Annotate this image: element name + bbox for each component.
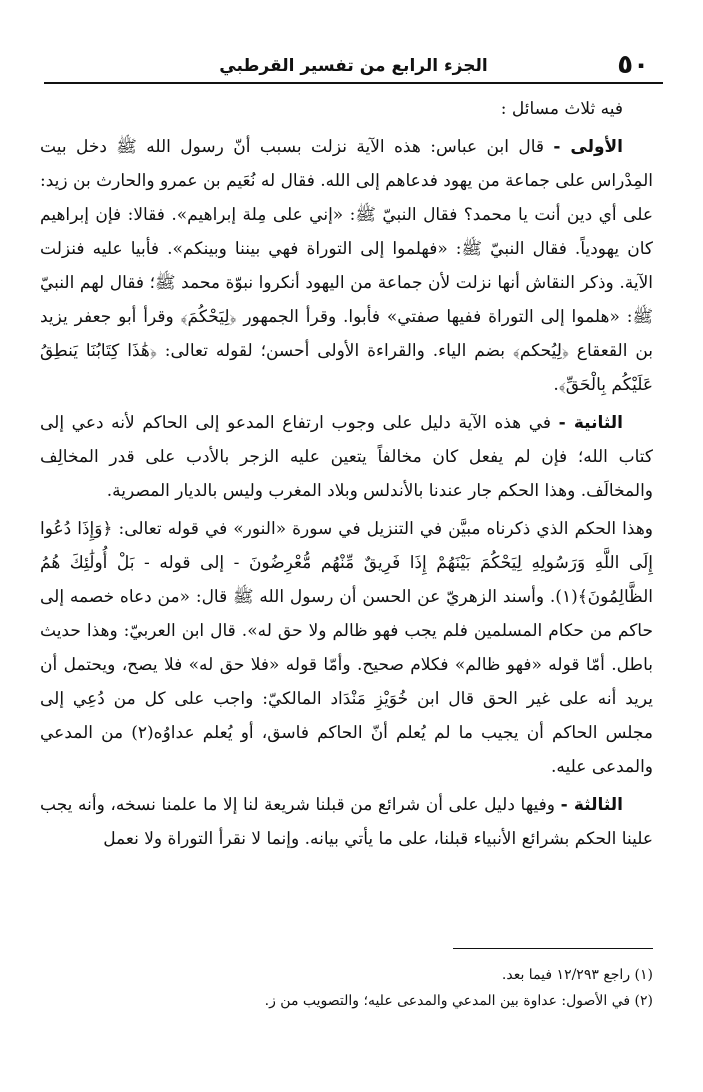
paragraph-second bbox=[40, 406, 653, 508]
main-text bbox=[40, 92, 653, 860]
footnote-divider bbox=[453, 948, 653, 949]
paragraph-first bbox=[40, 130, 653, 402]
paragraph-second-continuation: وهذا الحكم الذي ذكرناه مبيَّن في التنزيل في سورة «النور» في قوله تعالى: ﴿وَإِذَا دُعُوا إِلَى اللَّهِ وَرَسُولِهِ لِيَحْكُمَ بَيْنَهُمْ إِذَا فَرِيقٌ مِّنْهُم مُّعْرِضُونَ - إلى قوله - بَلْ أُولَٰئِكَ هُمُ الظَّالِمُونَ﴾(١). وأسند الزهريّ عن الحسن أن رسول الله ﷺ قال: «من دعاه خصمه إلى حاكم من حكام المسلمين فلم يجب فهو ظالم ولا حق له». قال ابن العربيّ: وهذا حديث باطل. أمّا قوله «فهو ظالم» فكلام صحيح. وأمّا قوله «فلا حق له» فلا يصح، ويحتمل أن يريد أنه على غير الحق قال ابن خُوَيْزِ مَنْدَاد المالكيّ: واجب على كل من دُعِي إلى مجلس الحاكم أن يجيب ما لم يُعلم أنّ الحاكم فاسق، أو يُعلم عداوُه(٢) من المدعي والمدعى عليه. bbox=[40, 519, 653, 777]
issue-label-third: الثالثة - bbox=[560, 795, 624, 815]
paragraph-second-text: في هذه الآية دليل على وجوب ارتفاع المدعو إلى الحاكم لأنه دعي إلى كتاب الله؛ فإن لم يفعل كان مخالفاً يتعين عليه الزجر بالأدب على قدر المخالِف والمخالَف. وهذا الحكم جار عندنا بالأندلس وبلاد المغرب وليس بالديار المصرية. bbox=[40, 413, 653, 501]
footnote-2: (٢) في الأصول: عداوة بين المدعي والمدعى عليه؛ والتصويب من ز. bbox=[264, 993, 653, 1009]
issue-label-first: الأولى - bbox=[553, 137, 624, 157]
paragraph-third bbox=[40, 788, 653, 856]
paragraph-third-text: وفيها دليل على أن شرائع من قبلنا شريعة لنا إلا ما علمنا نسخه، وأنه يجب علينا الحكم بشرائع الأنبياء قبلنا، على ما يأتي بيانه. وإنما لا نقرأ التوراة ولا نعمل bbox=[40, 795, 653, 849]
intro-line: فيه ثلاث مسائل : bbox=[500, 99, 623, 119]
page-number: ٥٠ bbox=[617, 50, 649, 80]
paragraph-first-text: قال ابن عباس: هذه الآية نزلت بسبب أنّ رسول الله ﷺ دخل بيت المِدْراس على جماعة من يهود فدعاهم إلى الله. فقال له نُعَيم بن عمرو والحارث بن زيد: على أي دين أنت يا محمد؟ فقال النبيّ ﷺ: «إني على مِلة إبراهيم». فقالا: فإن إبراهيم كان يهودياً. فقال النبيّ ﷺ: «فهلموا إلى التوراة فهي بيننا وبينكم». فأبيا عليه فنزلت الآية. وذكر النقاش أنها نزلت لأن جماعة من اليهود أنكروا نبوّة محمد ﷺ؛ فقال لهم النبيّ ﷺ: «هلموا إلى التوراة ففيها صفتي» فأبوا. وقرأ الجمهور ﴿لِيَحْكُمَ﴾ وقرأ أبو جعفر يزيد بن القعقاع ﴿لِيُحكم﴾ بضم الياء. والقراءة الأولى أحسن؛ لقوله تعالى: ﴿هَٰذَا كِتَابُنَا يَنطِقُ عَلَيْكُم بِالْحَقِّ﴾. bbox=[40, 137, 653, 395]
page-header bbox=[44, 44, 663, 84]
footnote-1: (١) راجع ١٢/٢٩٣ فيما بعد. bbox=[501, 967, 653, 983]
issue-label-second: الثانية - bbox=[558, 413, 623, 433]
running-title: الجزء الرابع من تفسير القرطبي bbox=[219, 56, 488, 76]
footnotes bbox=[40, 962, 653, 1014]
